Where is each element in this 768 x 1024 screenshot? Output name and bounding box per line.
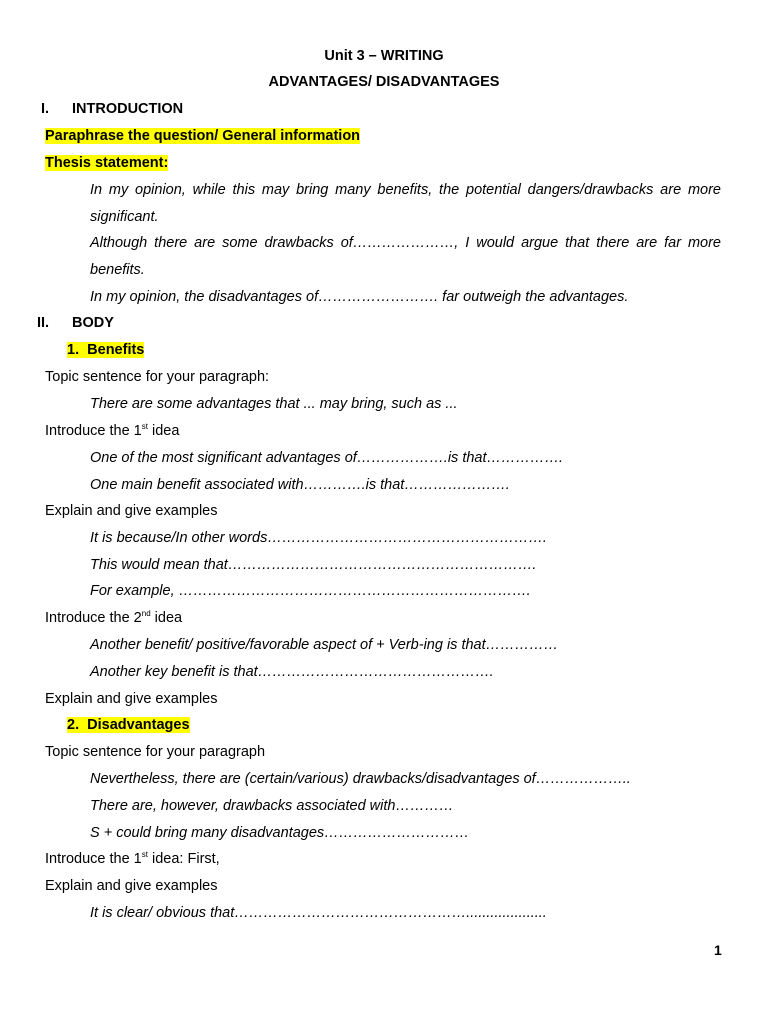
- thesis-sentence-2b: benefits.: [90, 262, 145, 278]
- benefits-idea1-example-1: One of the most significant advantages of……………….is that…………….: [90, 450, 564, 466]
- benefits-explain2-label: Explain and give examples: [45, 691, 218, 707]
- disadvantages-title: Disadvantages: [87, 717, 190, 733]
- section-numeral-introduction: I.: [41, 101, 50, 117]
- disadvantages-topic-label: Topic sentence for your paragraph: [45, 744, 266, 760]
- disadvantages-number: 2.: [67, 717, 80, 733]
- benefits-idea1-label: Introduce the 1st idea: [45, 422, 180, 439]
- benefits-heading: [67, 341, 144, 359]
- benefits-topic-label: Topic sentence for your paragraph:: [45, 369, 270, 385]
- unit-title: Unit 3 – WRITING: [324, 48, 444, 64]
- benefits-explain-example-3: For example, ……………………………………………………………….: [90, 583, 531, 599]
- thesis-statement-label: Thesis statement:: [45, 155, 169, 171]
- benefits-idea2-example-2: Another key benefit is that………………………………………….: [90, 664, 494, 680]
- disadvantages-topic-example-1: Nevertheless, there are (certain/various) drawbacks/disadvantages of………………..: [90, 771, 631, 787]
- disadvantages-heading: [67, 716, 190, 734]
- benefits-number: 1.: [67, 342, 80, 358]
- page-title: ADVANTAGES/ DISADVANTAGES: [268, 74, 500, 90]
- paraphrase-label: Paraphrase the question/ General information: [45, 128, 361, 144]
- thesis-sentence-3: In my opinion, the disadvantages of……………………. far outweigh the advantages.: [90, 289, 629, 305]
- thesis-sentence-2a: Although there are some drawbacks of…………………, I would argue that there are far more: [90, 235, 721, 251]
- disadvantages-topic-example-2: There are, however, drawbacks associated with…………: [90, 798, 454, 814]
- page-number: 1: [714, 942, 722, 958]
- benefits-explain-label: Explain and give examples: [45, 503, 218, 519]
- section-heading-body: BODY: [72, 315, 114, 331]
- benefits-idea2-example-1: Another benefit/ positive/favorable aspect of + Verb-ing is that……………: [90, 637, 559, 653]
- benefits-topic-example: There are some advantages that ... may bring, such as ...: [90, 396, 458, 412]
- disadvantages-explain-example-1: It is clear/ obvious that…………………………………………....................: [90, 905, 547, 921]
- thesis-sentence-1b: significant.: [90, 209, 159, 225]
- disadvantages-explain-label: Explain and give examples: [45, 878, 218, 894]
- benefits-idea1-example-2: One main benefit associated with………….is that………………….: [90, 477, 510, 493]
- disadvantages-topic-example-3: S + could bring many disadvantages…………………………: [90, 825, 470, 841]
- benefits-title: Benefits: [87, 342, 145, 358]
- benefits-explain-example-1: It is because/In other words………………………………………………….: [90, 530, 547, 546]
- benefits-explain-example-2: This would mean that……………………………………………………….: [90, 557, 537, 573]
- section-heading-introduction: INTRODUCTION: [72, 101, 184, 117]
- section-numeral-body: II.: [37, 315, 50, 331]
- benefits-idea2-label: Introduce the 2nd idea: [45, 609, 183, 626]
- thesis-sentence-1a: In my opinion, while this may bring many benefits, the potential dangers/drawbacks are more: [90, 182, 721, 198]
- disadvantages-idea1-label: Introduce the 1st idea: First,: [45, 850, 220, 867]
